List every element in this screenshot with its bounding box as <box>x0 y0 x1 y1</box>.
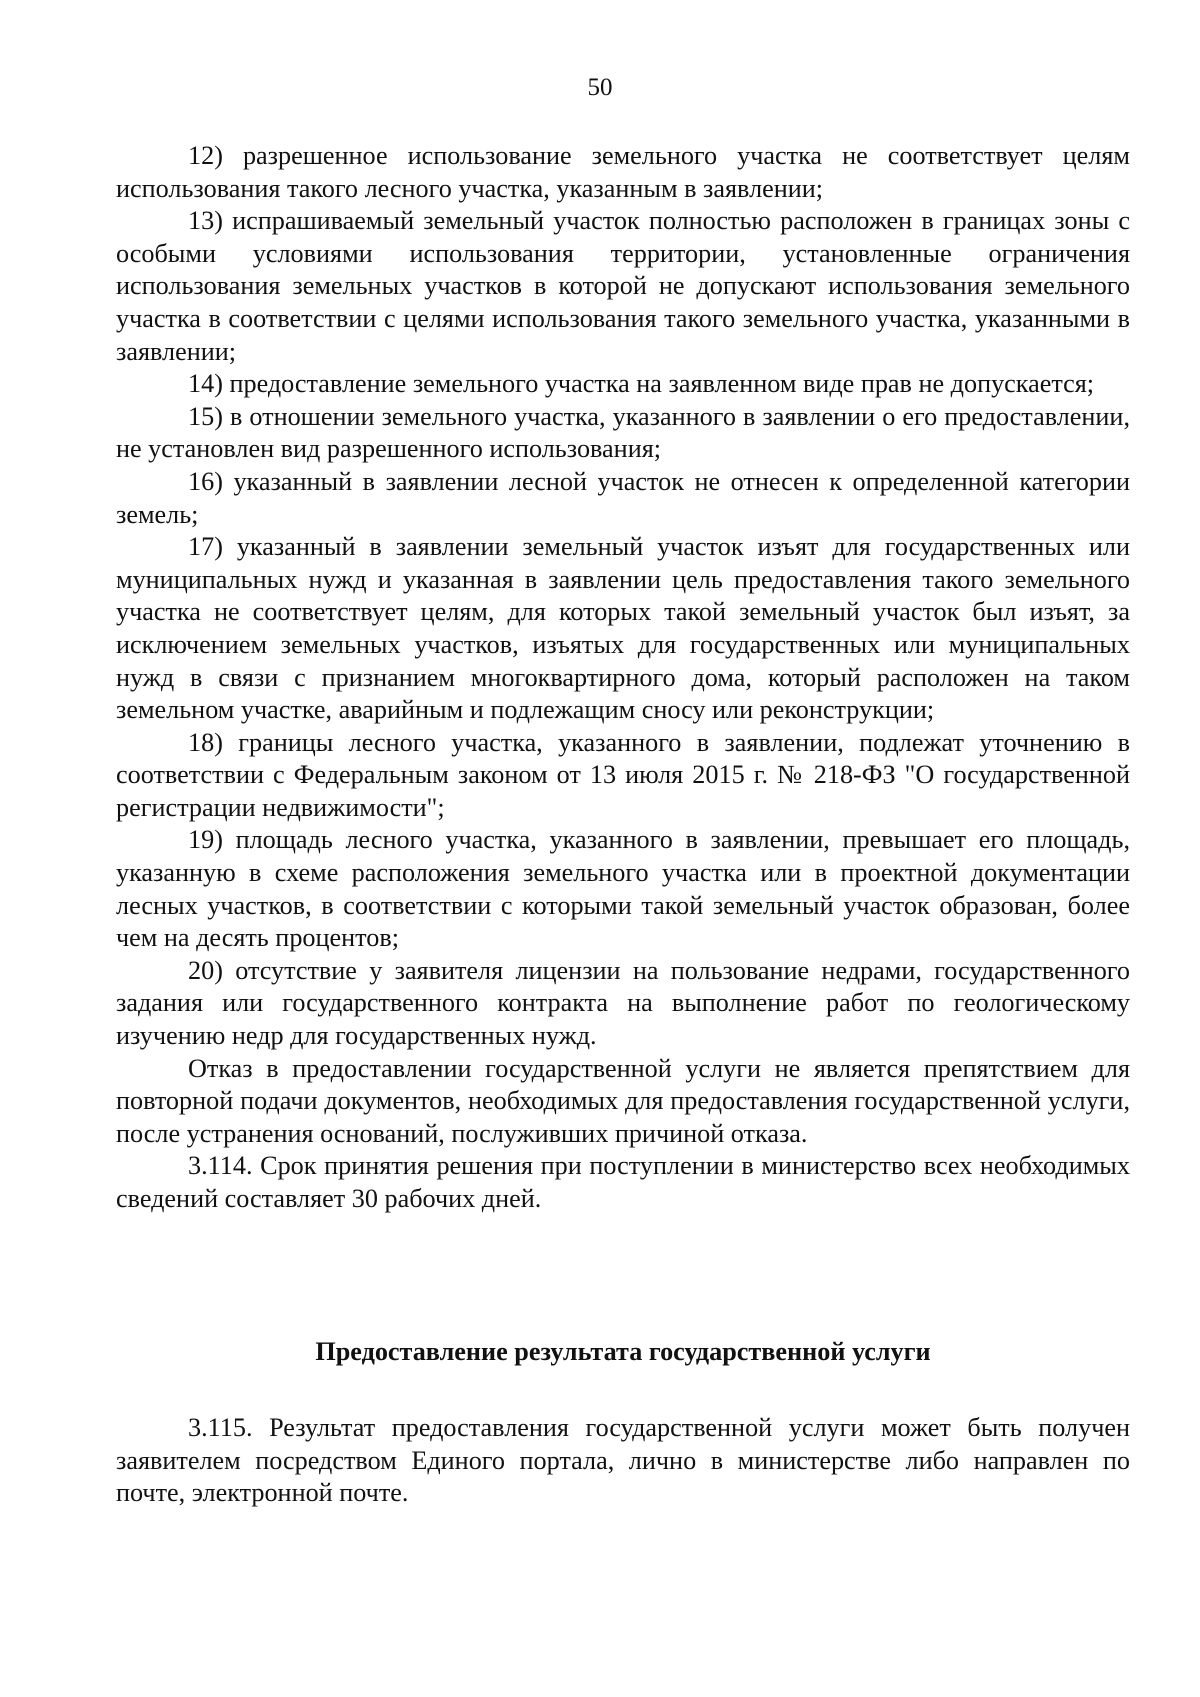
paragraph-item-12: 12) разрешенное использование земельного участка не соответствует целям использования такого лесного участка, указанным в заявлении; <box>116 141 1130 203</box>
paragraph-item-15: 15) в отношении земельного участка, указанного в заявлении о его предоставлении, не установлен вид разрешенного использования; <box>116 401 1130 464</box>
paragraph-item-16: 16) указанный в заявлении лесной участок не отнесен к определенной категории земель; <box>116 466 1130 529</box>
document-body <box>116 140 1130 1216</box>
paragraph-refusal-note: Отказ в предоставлении государственной услуги не является препятствием для повторной подачи документов, необходимых для предоставления государственной услуги, после устранения оснований, послуживших причиной отказа. <box>116 1053 1130 1148</box>
section-body <box>116 1412 1130 1510</box>
paragraph-item-17: 17) указанный в заявлении земельный участок изъят для государственных или муниципальных нужд и указанная в заявлении цель предоставления такого земельного участка не соответствует целям, для которых такой земельный участок был изъят, за исключением земельных участков, изъятых для государственных или муниципальных нужд в связи с признанием многоквартирного дома, который расположен на таком земельном участке, аварийным и подлежащим сносу или реконструкции; <box>116 532 1130 725</box>
paragraph-item-13: 13) испрашиваемый земельный участок полностью расположен в границах зоны с особыми условиями использования территории, установленные ограничения использования земельных участков в которой не допускают использования земельного участка в соответствии с целями использования такого земельного участка, указанными в заявлении; <box>116 206 1130 366</box>
paragraph-item-14: 14) предоставление земельного участка на заявленном виде прав не допускается; <box>188 369 1095 399</box>
paragraph-item-19: 19) площадь лесного участка, указанного в заявлении, превышает его площадь, указанную в схеме расположения земельного участка или в проектной документации лесных участков, в соответствии с которыми такой земельный участок образован, более чем на десять процентов; <box>116 825 1130 953</box>
paragraph-item-20: 20) отсутствие у заявителя лицензии на пользование недрами, государственного задания или государственного контракта на выполнение работ по геологическому изучению недр для государственных нужд. <box>116 955 1130 1051</box>
paragraph-3-114: 3.114. Срок принятия решения при поступлении в министерство всех необходимых сведений составляет 30 рабочих дней. <box>116 1151 1130 1213</box>
paragraph-item-18: 18) границы лесного участка, указанного в заявлении, подлежат уточнению в соответствии с Федеральным законом от 13 июля 2015 г. № 218-ФЗ "О государственной регистрации недвижимости"; <box>116 727 1130 822</box>
paragraph-3-115: 3.115. Результат предоставления государственной услуги может быть получен заявителем посредством Единого портала, лично в министерстве либо направлен по почте, электронной почте. <box>116 1413 1130 1508</box>
section-heading: Предоставление результата государственной услуги <box>315 1337 931 1366</box>
page-number: 50 <box>587 74 613 101</box>
